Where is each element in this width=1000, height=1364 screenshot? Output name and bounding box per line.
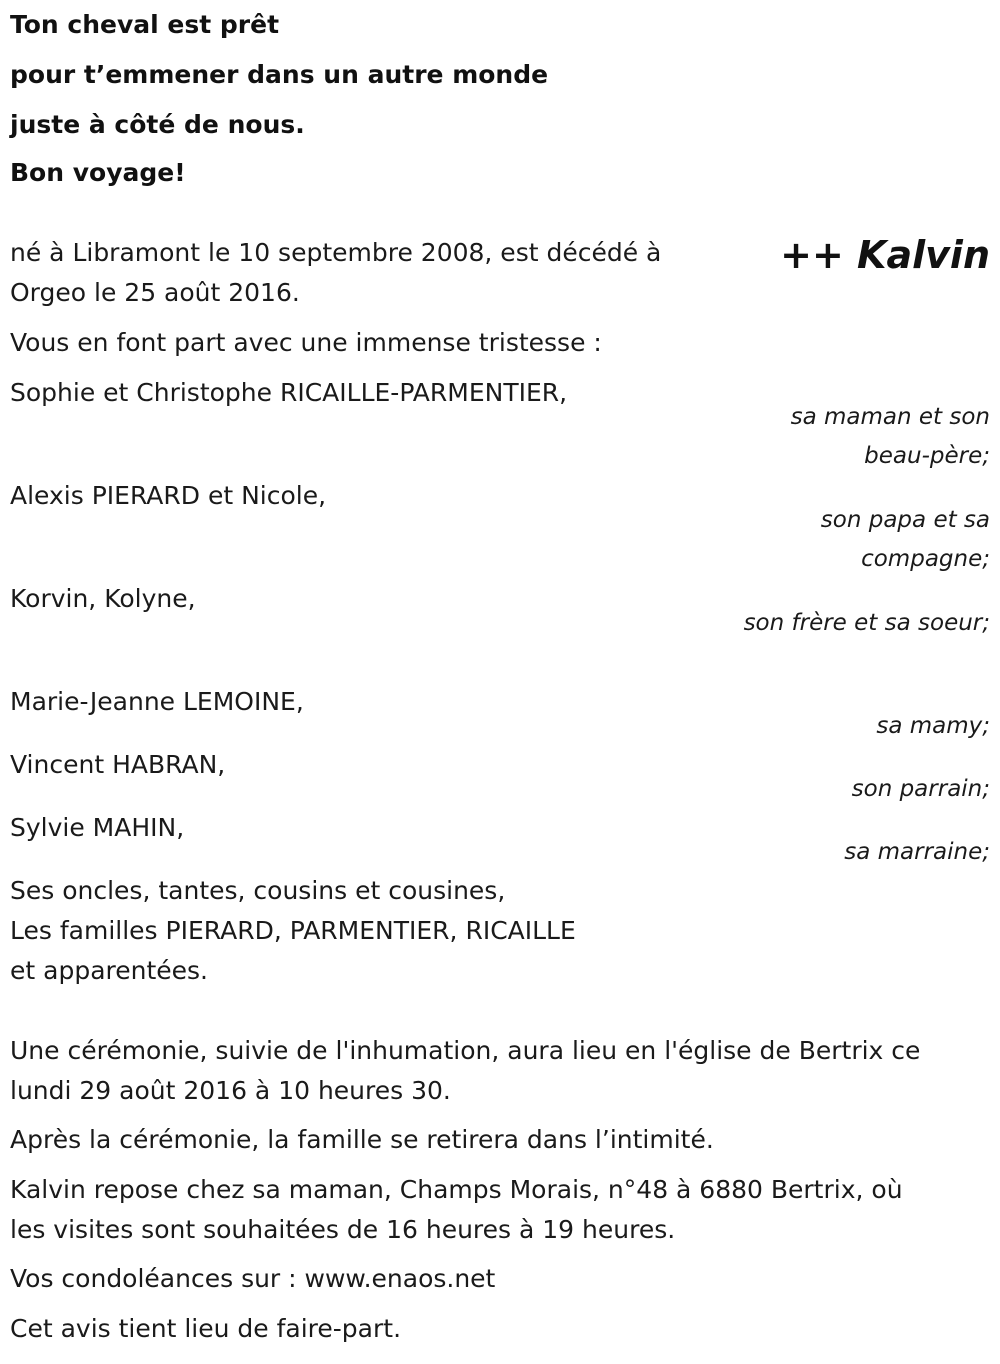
poem-line-4: Bon voyage!: [10, 158, 186, 187]
family-name-6: Sylvie MAHIN,: [10, 813, 185, 842]
visit-line-1: Kalvin repose chez sa maman, Champs Morais, n°48 à 6880 Bertrix, où: [10, 1175, 903, 1204]
visit-line-2: les visites sont souhaitées de 16 heures à 19 heures.: [10, 1215, 676, 1244]
family-name-5: Vincent HABRAN,: [10, 750, 226, 779]
family-role-3: son frère et sa soeur;: [743, 610, 990, 636]
poem-line-3: juste à côté de nous.: [10, 110, 305, 139]
ceremony-line-1: Une cérémonie, suivie de l'inhumation, aura lieu en l'église de Bertrix ce: [10, 1036, 921, 1065]
condolences: Vos condoléances sur : www.enaos.net: [10, 1264, 496, 1293]
family-name-3: Korvin, Kolyne,: [10, 584, 196, 613]
announcement: Vous en font part avec une immense tristesse :: [10, 328, 602, 357]
family-role-4: sa mamy;: [876, 713, 990, 739]
birth-death-line-1: né à Libramont le 10 septembre 2008, est décédé à: [10, 238, 662, 267]
after-ceremony: Après la cérémonie, la famille se retirera dans l’intimité.: [10, 1125, 714, 1154]
poem-line-2: pour t’emmener dans un autre monde: [10, 60, 549, 89]
family-name-2: Alexis PIERARD et Nicole,: [10, 481, 327, 510]
deceased-name: ++ Kalvin: [780, 233, 990, 277]
family-role-5: son parrain;: [851, 776, 990, 802]
family-name-1: Sophie et Christophe RICAILLE-PARMENTIER,: [10, 378, 568, 407]
ceremony-line-2: lundi 29 août 2016 à 10 heures 30.: [10, 1076, 451, 1105]
family-role-2: son papa et sa compagne;: [820, 507, 990, 572]
relatives-line-3: et apparentées.: [10, 956, 208, 985]
relatives-line-2: Les familles PIERARD, PARMENTIER, RICAILLE: [10, 916, 576, 945]
family-role-1: sa maman et son beau-père;: [790, 404, 990, 469]
family-name-4: Marie-Jeanne LEMOINE,: [10, 687, 304, 716]
family-role-6: sa marraine;: [844, 839, 990, 865]
poem-line-1: Ton cheval est prêt: [10, 10, 280, 39]
closing-note: Cet avis tient lieu de faire-part.: [10, 1314, 402, 1343]
relatives-line-1: Ses oncles, tantes, cousins et cousines,: [10, 876, 506, 905]
birth-death-line-2: Orgeo le 25 août 2016.: [10, 278, 300, 307]
